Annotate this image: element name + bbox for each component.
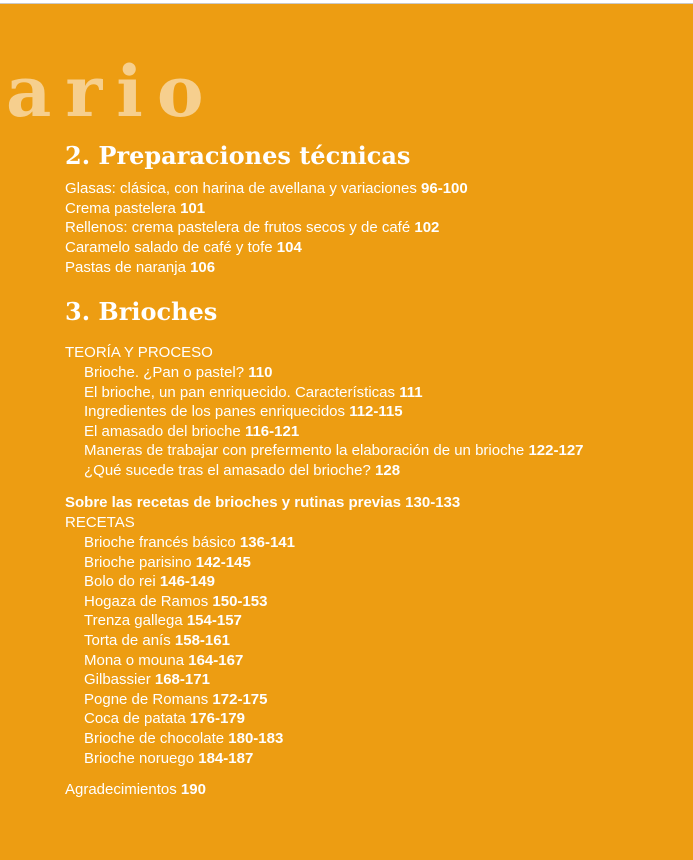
entry-text: Agradecimientos [65, 781, 177, 798]
entry-text: Pastas de naranja [65, 258, 186, 276]
entry-pages: 106 [190, 258, 216, 276]
entry-text: Brioche. ¿Pan o pastel? [84, 364, 245, 381]
entry-text: El brioche, un pan enriquecido. Características [84, 383, 396, 401]
toc-entry [84, 670, 210, 690]
entry-pages: 150-153 [212, 592, 268, 610]
entry-text: Maneras de trabajar con prefermento la elaboración de un brioche [84, 442, 525, 460]
page-heading-fragment: ario [6, 50, 218, 133]
entry-text: Brioche parisino [84, 553, 192, 571]
entry-pages: 104 [276, 239, 302, 257]
entry-pages: 158-161 [174, 632, 230, 649]
about-recipes-entry [65, 493, 460, 513]
toc-entry [84, 441, 584, 461]
section-2-title: 2. Preparaciones técnicas [65, 141, 411, 170]
toc-entry [84, 709, 245, 729]
toc-entry [84, 592, 267, 612]
toc-entry [84, 363, 272, 383]
entry-text: Pogne de Romans [84, 690, 209, 708]
entry-text: Hogaza de Ramos [84, 592, 209, 610]
toc-entry [84, 572, 215, 592]
entry-text: Coca de patata [84, 710, 186, 728]
acknowledgements-entry [65, 780, 206, 800]
toc-entry [65, 218, 439, 238]
entry-text: Mona o mouna [84, 651, 185, 669]
toc-entry [84, 631, 230, 651]
theory-heading: TEORÍA Y PROCESO [65, 344, 213, 361]
toc-entry [84, 422, 299, 442]
toc-entry [84, 749, 253, 769]
entry-text: Torta de anís [84, 632, 171, 649]
toc-entry [84, 690, 267, 710]
entry-text: Trenza gallega [84, 612, 183, 630]
toc-entry [84, 729, 283, 749]
entry-pages: 111 [399, 383, 423, 401]
toc-entry [84, 553, 251, 573]
toc-entry [84, 383, 423, 403]
entry-text: Rellenos: crema pastelera de frutos secos y de café [65, 219, 411, 237]
toc-entry [65, 238, 302, 258]
entry-pages: 184-187 [198, 749, 254, 767]
entry-pages: 112-115 [349, 403, 403, 421]
entry-pages: 168-171 [154, 671, 210, 689]
entry-pages: 142-145 [195, 553, 251, 571]
entry-text: ¿Qué sucede tras el amasado del brioche? [84, 462, 371, 479]
entry-pages: 128 [375, 462, 401, 479]
entry-pages: 102 [414, 219, 440, 237]
entry-pages: 154-157 [186, 612, 242, 630]
entry-text: Gilbassier [84, 671, 151, 689]
toc-entry [65, 199, 205, 219]
toc-entry [84, 402, 403, 422]
entry-pages: 146-149 [159, 573, 215, 591]
entry-text: Caramelo salado de café y tofe [65, 239, 273, 257]
entry-pages: 180-183 [228, 730, 284, 747]
toc-entry [84, 651, 243, 671]
entry-pages: 116-121 [244, 422, 300, 440]
entry-pages: 101 [180, 199, 206, 217]
entry-text: El amasado del brioche [84, 422, 241, 440]
entry-pages: 172-175 [212, 690, 268, 708]
entry-pages: 136-141 [239, 534, 295, 551]
entry-pages: 190 [180, 781, 206, 798]
entry-text: Sobre las recetas de brioches y rutinas previas [65, 494, 401, 511]
entry-pages: 96-100 [421, 180, 468, 197]
toc-entry [84, 461, 400, 481]
toc-entry [84, 533, 295, 553]
entry-text: Crema pastelera [65, 199, 176, 217]
entry-pages: 164-167 [188, 651, 244, 669]
entry-text: Brioche noruego [84, 749, 195, 767]
entry-pages: 176-179 [189, 710, 245, 728]
entry-text: Brioche francés básico [84, 534, 236, 551]
toc-entry [65, 179, 468, 199]
entry-pages: 110 [248, 364, 273, 381]
entry-text: Brioche de chocolate [84, 730, 225, 747]
entry-pages: 122-127 [528, 442, 584, 460]
entry-pages: 130-133 [405, 494, 461, 511]
toc-entry [65, 258, 215, 278]
entry-text: Bolo do rei [84, 573, 156, 591]
toc-page [0, 3, 693, 860]
toc-entry [84, 611, 242, 631]
recipes-heading: RECETAS [65, 514, 135, 531]
entry-text: Ingredientes de los panes enriquecidos [84, 403, 346, 421]
section-3-title: 3. Brioches [65, 297, 218, 326]
entry-text: Glasas: clásica, con harina de avellana y variaciones [65, 180, 417, 197]
